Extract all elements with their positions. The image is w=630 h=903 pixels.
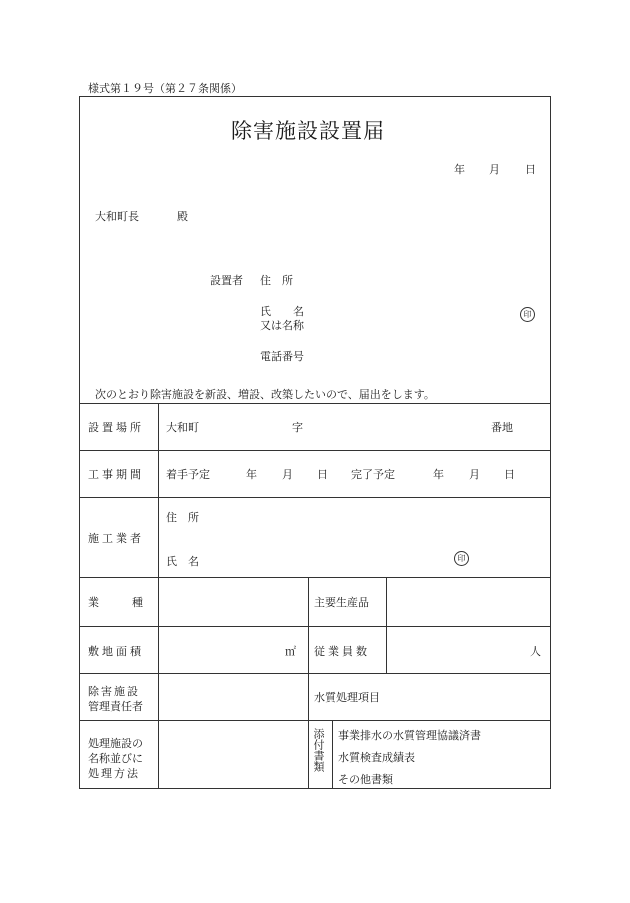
period-end-day: 日 — [504, 468, 515, 481]
applicant-phone-label: 電話番号 — [260, 350, 304, 363]
applicant-name-label-2: 又は名称 — [260, 319, 304, 332]
location-aza: 字 — [292, 421, 303, 434]
product-label: 主要生産品 — [314, 596, 369, 609]
location-label: 設置場所 — [88, 421, 144, 434]
page-title: 除害施設設置届 — [231, 119, 385, 143]
water-treatment-label: 水質処理項目 — [314, 691, 380, 704]
intro-text: 次のとおり除害施設を新設、増設、改築したいので、届出をします。 — [95, 388, 435, 401]
contractor-name: 氏 名 — [166, 555, 199, 568]
form-frame — [79, 96, 551, 789]
date-month: 月 — [489, 163, 500, 176]
honorific: 殿 — [177, 210, 188, 223]
applicant-name-label: 氏 名 — [260, 305, 304, 318]
period-end-year: 年 — [433, 468, 444, 481]
addressee: 大和町長 — [95, 210, 139, 223]
employees-label: 従業員数 — [314, 645, 370, 658]
seal-icon: 印 — [520, 307, 535, 322]
location-banchi: 番地 — [491, 421, 513, 434]
area-label: 敷地面積 — [88, 645, 144, 658]
applicant-role: 設置者 — [210, 274, 243, 287]
date-day: 日 — [525, 163, 536, 176]
manager-label-2: 管理責任者 — [88, 700, 143, 713]
contractor-address: 住 所 — [166, 511, 199, 524]
attachment-item: その他書類 — [338, 773, 393, 786]
attachment-item: 事業排水の水質管理協議済書 — [338, 729, 481, 742]
facility-label-3: 処理方法 — [88, 767, 140, 780]
period-start-month: 月 — [282, 468, 293, 481]
manager-label: 除害施設 — [88, 685, 140, 698]
attachments-label: 添付書類 — [312, 728, 325, 772]
contractor-label: 施工業者 — [88, 532, 144, 545]
seal-icon: 印 — [454, 551, 469, 566]
period-end-label: 完了予定 — [351, 468, 395, 481]
period-end-month: 月 — [469, 468, 480, 481]
facility-label: 処理施設の — [88, 737, 143, 750]
attachment-item: 水質検査成績表 — [338, 751, 415, 764]
date-year: 年 — [454, 163, 465, 176]
area-unit: ㎡ — [285, 645, 296, 658]
form-number: 様式第１９号（第２７条関係） — [88, 82, 242, 95]
facility-label-2: 名称並びに — [88, 752, 143, 765]
location-town: 大和町 — [166, 421, 199, 434]
period-start-label: 着手予定 — [166, 468, 210, 481]
period-label: 工事期間 — [88, 468, 144, 481]
period-start-year: 年 — [246, 468, 257, 481]
employees-unit: 人 — [530, 645, 541, 658]
industry-label: 業 種 — [88, 596, 143, 609]
applicant-address-label: 住 所 — [260, 274, 293, 287]
period-start-day: 日 — [317, 468, 328, 481]
